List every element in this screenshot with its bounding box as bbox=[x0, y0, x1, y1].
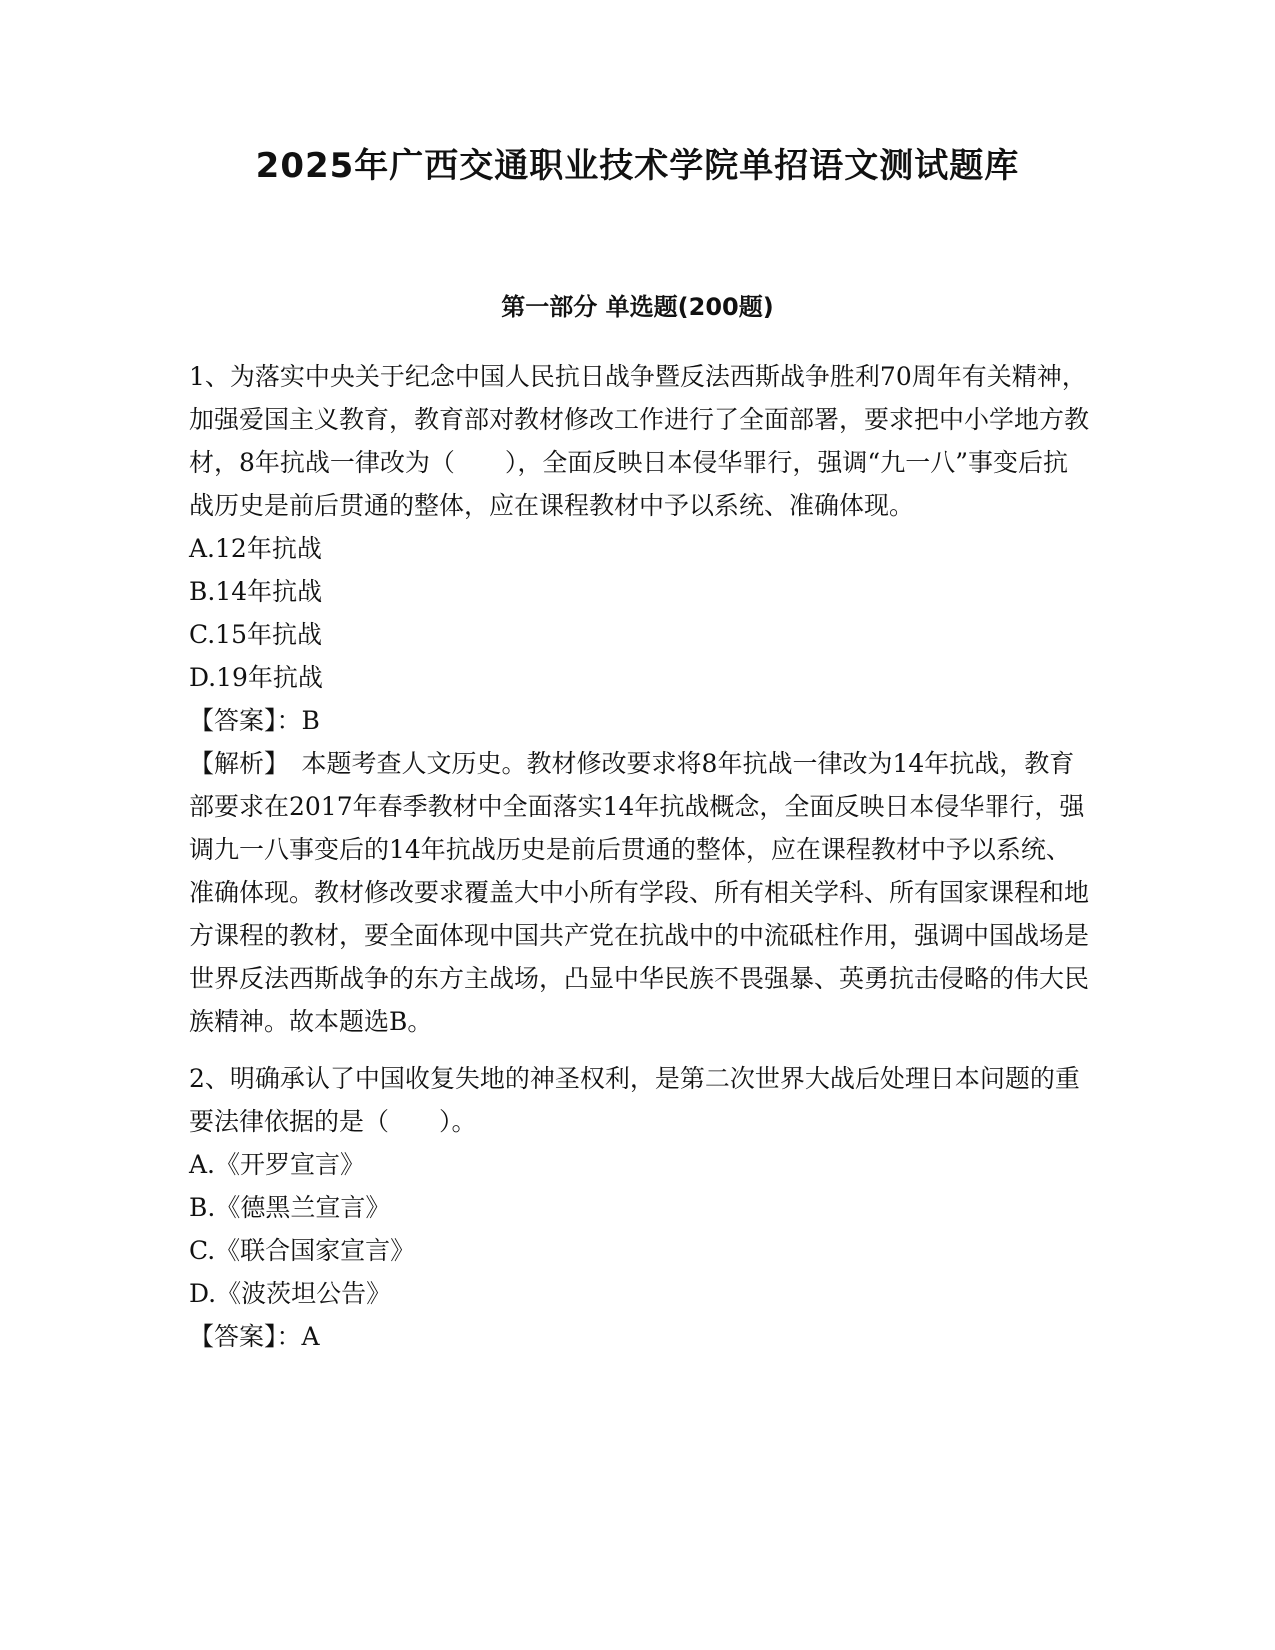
option-a: A.《开罗宣言》 bbox=[189, 1150, 366, 1179]
option-d: D.19年抗战 bbox=[189, 663, 323, 692]
question-1 bbox=[189, 355, 1089, 1043]
answer-label: 【答案】： bbox=[189, 706, 302, 735]
analysis-label: 【解析】 bbox=[189, 749, 277, 778]
answer-value: B bbox=[301, 706, 320, 735]
answer-value: A bbox=[301, 1322, 320, 1351]
answer-line bbox=[189, 1315, 1089, 1358]
answer-line bbox=[189, 699, 1089, 742]
section-title: 第一部分 单选题(200题) bbox=[501, 293, 774, 321]
page-title: 2025年广西交通职业技术学院单招语文测试题库 bbox=[255, 146, 1020, 186]
option-a: A.12年抗战 bbox=[189, 534, 322, 563]
question-list bbox=[189, 355, 1089, 1358]
analysis-text: 本题考查人文历史。教材修改要求将8年抗战一律改为14年抗战，教育部要求在2017年春季教材中全面落实14年抗战概念，全面反映日本侵华罪行，强调九一八事变后的14年抗战历史是前后贯通的整体，应在课程教材中予以系统、准确体现。教材修改要求覆盖大中小所有学段、所有相关学科、所有国家课程和地方课程的教材，要全面体现中国共产党在抗战中的中流砥柱作用，强调中国战场是世界反法西斯战争的东方主战场，凸显中华民族不畏强暴、英勇抗击侵略的伟大民族精神。故本题选B。 bbox=[189, 749, 1090, 1036]
option-c: C.15年抗战 bbox=[189, 620, 322, 649]
answer-label: 【答案】： bbox=[189, 1322, 302, 1351]
option-b: B.14年抗战 bbox=[189, 577, 323, 606]
question-stem: 1、为落实中央关于纪念中国人民抗日战争暨反法西斯战争胜利70周年有关精神，加强爱国主义教育，教育部对教材修改工作进行了全面部署，要求把中小学地方教材，8年抗战一律改为（ ），全面反映日本侵华罪行，强调“九一八”事变后抗战历史是前后贯通的整体，应在课程教材中予以系统、准确体现。 bbox=[189, 362, 1090, 520]
analysis-block bbox=[189, 742, 1089, 1043]
option-b: B.《德黑兰宣言》 bbox=[189, 1193, 391, 1222]
question-2 bbox=[189, 1057, 1089, 1358]
option-d: D.《波茨坦公告》 bbox=[189, 1279, 392, 1308]
option-c: C.《联合国家宣言》 bbox=[189, 1236, 416, 1265]
question-stem: 2、明确承认了中国收复失地的神圣权利，是第二次世界大战后处理日本问题的重要法律依据的是（ ）。 bbox=[189, 1064, 1080, 1136]
